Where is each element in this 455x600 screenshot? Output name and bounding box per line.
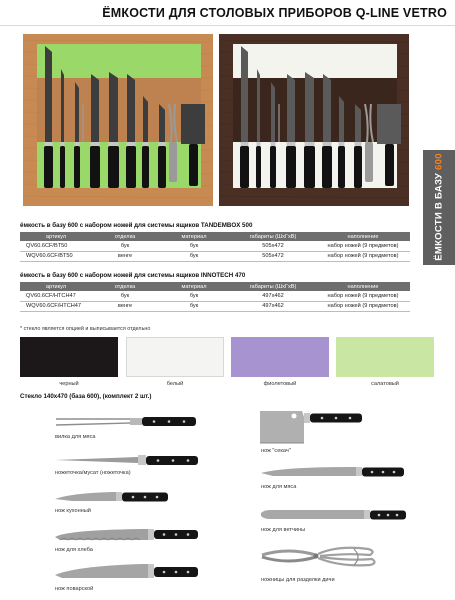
- swatch-white: [126, 337, 224, 377]
- knife-label: нож кухонный: [55, 508, 91, 514]
- material-cell: бук: [158, 241, 230, 251]
- table-row: [20, 241, 410, 251]
- table-row: [20, 291, 410, 301]
- ham-knife-icon: [258, 505, 408, 525]
- column-header: наполнение: [316, 232, 410, 241]
- column-header: отделка: [92, 282, 158, 291]
- article-cell: QV60.6CF/HTCH47: [20, 291, 92, 301]
- table-header-row: [20, 282, 410, 291]
- column-header: артикул: [20, 232, 92, 241]
- material-cell: бук: [158, 301, 230, 311]
- page-header: [0, 0, 455, 26]
- sharpening-steel-icon: [52, 450, 202, 470]
- carving-fork-icon: [52, 411, 202, 433]
- dimensions-cell: 497x462: [230, 291, 316, 301]
- contents-cell: набор ножей (9 предметов): [316, 291, 410, 301]
- column-header: материал: [158, 232, 230, 241]
- knife-label: нож "секач": [261, 448, 291, 454]
- chef-knife-icon: [52, 561, 202, 583]
- knife-label: ножницы для разделки дичи: [261, 577, 335, 583]
- glass-footnote: * стекло является опцией и выписывается отдельно: [20, 326, 151, 332]
- finish-cell: бук: [92, 291, 158, 301]
- section-title-innotech: ёмкость в базу 600 с набором ножей для системы ящиков INNOTECH 470: [20, 272, 246, 279]
- knife-label: вилка для мяса: [55, 434, 96, 440]
- swatch-black: [20, 337, 118, 377]
- column-header: наполнение: [316, 282, 410, 291]
- kitchen-knife-icon: [52, 487, 202, 507]
- glass-title: Стекло 140x470 (база 600), (комплект 2 шт.): [20, 393, 152, 400]
- product-photo-beech: [23, 34, 213, 206]
- contents-cell: набор ножей (9 предметов): [316, 251, 410, 261]
- swatch-label: фиолетовый: [263, 381, 297, 387]
- swatch-label: черный: [59, 381, 79, 387]
- knife-label: нож для хлеба: [55, 547, 93, 553]
- material-cell: бук: [158, 251, 230, 261]
- side-category-text: ЁМКОСТИ В БАЗУ: [433, 169, 445, 261]
- table-header-row: [20, 232, 410, 241]
- dimensions-cell: 497x462: [230, 301, 316, 311]
- swatch-label: салатовый: [371, 381, 399, 387]
- column-header: габариты (ШхГхВ): [230, 282, 316, 291]
- knife-label: нож поварской: [55, 586, 94, 592]
- finish-cell: венге: [92, 301, 158, 311]
- table-row: [20, 251, 410, 261]
- contents-cell: набор ножей (9 предметов): [316, 301, 410, 311]
- column-header: отделка: [92, 232, 158, 241]
- contents-cell: набор ножей (9 предметов): [316, 241, 410, 251]
- table-row: [20, 301, 410, 311]
- poultry-shears-icon: [258, 543, 382, 575]
- page-title: ЁМКОСТИ ДЛЯ СТОЛОВЫХ ПРИБОРОВ Q-LINE VETRO: [102, 6, 447, 20]
- column-header: габариты (ШхГхВ): [230, 232, 316, 241]
- section-title-tandembox: ёмкость в базу 600 с набором ножей для системы ящиков TANDEMBOX 500: [20, 222, 253, 229]
- spec-table-innotech: [20, 282, 410, 312]
- dimensions-cell: 505x472: [230, 251, 316, 261]
- knife-label: нож для мяса: [261, 484, 297, 490]
- swatch-violet: [231, 337, 329, 377]
- column-header: материал: [158, 282, 230, 291]
- side-category-label: [434, 153, 445, 261]
- swatch-lime: [336, 337, 434, 377]
- knife-label: нож для ветчины: [261, 527, 306, 533]
- bread-knife-icon: [52, 524, 202, 546]
- column-header: артикул: [20, 282, 92, 291]
- side-category-accent: 600: [433, 153, 445, 170]
- dimensions-cell: 505x472: [230, 241, 316, 251]
- swatch-label: белый: [166, 381, 184, 387]
- spec-table-tandembox: [20, 232, 410, 262]
- meat-knife-icon: [258, 462, 408, 482]
- article-cell: WQV60.6CF/HTCH47: [20, 301, 92, 311]
- material-cell: бук: [158, 291, 230, 301]
- article-cell: WQV60.6CF/BT50: [20, 251, 92, 261]
- cleaver-icon: [258, 409, 366, 445]
- article-cell: QV60.6CF/BT50: [20, 241, 92, 251]
- product-photo-wenge: [219, 34, 409, 206]
- knife-label: ножеточка/мусат (ножеточка): [55, 470, 131, 476]
- finish-cell: бук: [92, 241, 158, 251]
- finish-cell: венге: [92, 251, 158, 261]
- side-category-tab: [423, 150, 455, 265]
